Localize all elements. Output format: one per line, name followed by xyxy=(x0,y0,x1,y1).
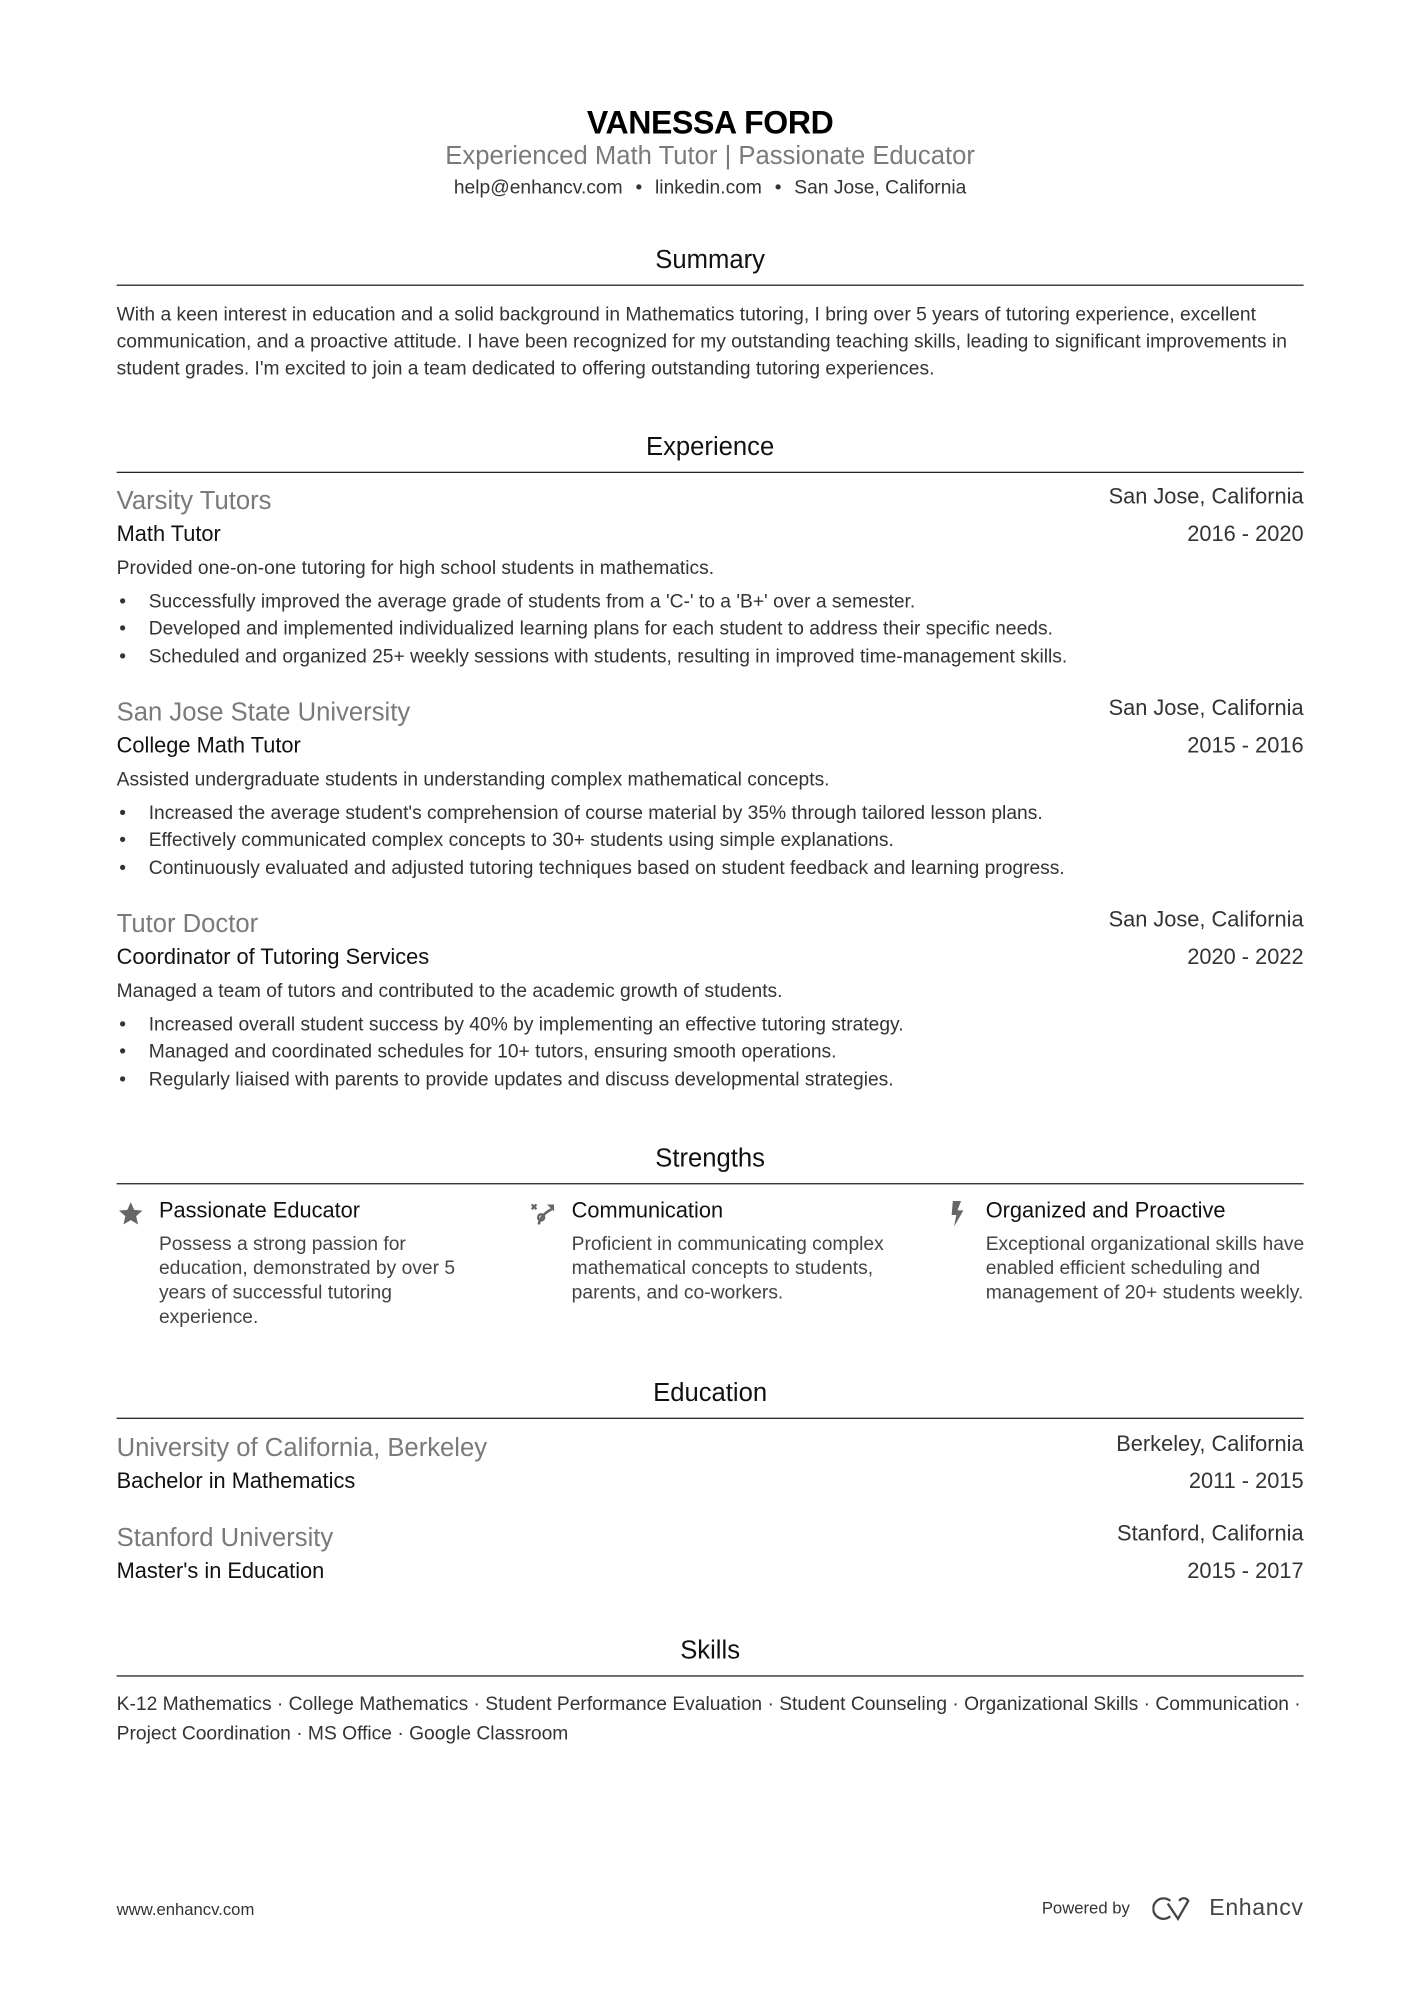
lightning-icon xyxy=(943,1200,971,1228)
summary-heading: Summary xyxy=(655,246,765,275)
job-location: San Jose, California xyxy=(1108,484,1304,509)
website-link[interactable]: www.enhancv.com xyxy=(116,1899,255,1919)
achievement-item: • Continuously evaluated and adjusted tutoring techniques based on student feedback and learning progress. xyxy=(117,854,1065,881)
achievement-item: • Managed and coordinated schedules for 10+ tutors, ensuring smooth operations. xyxy=(117,1039,904,1066)
education-heading: Education xyxy=(653,1379,768,1408)
strength-title: Communication xyxy=(571,1198,724,1223)
achievement-list xyxy=(117,1011,904,1093)
candidate-title: Experienced Math Tutor | Passionate Educator xyxy=(445,142,975,171)
job-title: Coordinator of Tutoring Services xyxy=(116,944,430,970)
job-location: San Jose, California xyxy=(1108,907,1304,932)
education-dates: 2015 - 2017 xyxy=(1187,1558,1304,1584)
achievement-item: • Successfully improved the average grade of students from a 'C-' to a 'B+' over a semester. xyxy=(117,588,1068,615)
experience-heading: Experience xyxy=(645,433,775,462)
strengths-heading: Strengths xyxy=(655,1144,765,1173)
strength-title: Passionate Educator xyxy=(158,1198,361,1223)
skills-list: K-12 Mathematics · College Mathematics · Student Performance Evaluation · Student Counseling · Organizational Skills · Communication · Project Coordination · MS Office · Google Classroom xyxy=(116,1693,1301,1745)
job-description: Managed a team of tutors and contributed to the academic growth of students. xyxy=(116,980,783,1003)
skills-heading: Skills xyxy=(680,1636,741,1666)
email-link[interactable]: help@enhancv.com xyxy=(453,176,623,199)
location: San Jose, California xyxy=(794,176,967,199)
education-dates: 2011 - 2015 xyxy=(1188,1468,1304,1494)
divider xyxy=(117,1183,1304,1184)
job-title: College Math Tutor xyxy=(116,733,301,758)
job-description: Assisted undergraduate students in understanding complex mathematical concepts. xyxy=(116,769,830,791)
job-dates: 2015 - 2016 xyxy=(1187,733,1304,758)
divider xyxy=(117,1418,1304,1419)
divider xyxy=(117,1675,1304,1676)
candidate-name: VANESSA FORD xyxy=(586,105,834,141)
enhancv-logo[interactable] xyxy=(1153,1895,1304,1922)
strategy-icon xyxy=(529,1200,557,1228)
company-name: Varsity Tutors xyxy=(116,487,272,516)
brand-name: Enhancv xyxy=(1209,1894,1304,1921)
linkedin-link[interactable]: linkedin.com xyxy=(655,176,762,199)
separator: • xyxy=(774,176,782,199)
star-icon xyxy=(117,1200,145,1228)
company-name: San Jose State University xyxy=(116,698,411,727)
achievement-item: • Scheduled and organized 25+ weekly sessions with students, resulting in improved time-management skills. xyxy=(117,643,1068,670)
achievement-item: • Increased the average student's comprehension of course material by 35% through tailored lesson plans. xyxy=(117,800,1065,827)
achievement-item: • Regularly liaised with parents to provide updates and discuss developmental strategies. xyxy=(117,1066,904,1093)
job-description: Provided one-on-one tutoring for high school students in mathematics. xyxy=(116,557,715,580)
school-name: Stanford University xyxy=(116,1524,334,1553)
divider xyxy=(117,472,1304,473)
powered-by-label: Powered by xyxy=(1041,1898,1130,1918)
job-dates: 2020 - 2022 xyxy=(1187,944,1304,970)
strength-description: Possess a strong passion for education, demonstrated by over 5 years of successful tutoring experience. xyxy=(158,1233,456,1328)
school-name: University of California, Berkeley xyxy=(116,1434,488,1463)
achievement-list xyxy=(117,800,1065,882)
school-location: Stanford, California xyxy=(1117,1521,1304,1546)
separator: • xyxy=(635,176,643,199)
achievement-item: • Effectively communicated complex concepts to 30+ students using simple explanations. xyxy=(117,827,1065,854)
achievement-item: • Increased overall student success by 40% by implementing an effective tutoring strategy. xyxy=(117,1011,904,1038)
achievement-list xyxy=(117,588,1068,670)
strength-description: Exceptional organizational skills have enabled efficient scheduling and management of 20+ students weekly. xyxy=(985,1233,1305,1304)
contact-info xyxy=(117,177,1304,199)
job-location: San Jose, California xyxy=(1108,696,1304,721)
degree: Bachelor in Mathematics xyxy=(116,1468,356,1494)
strength-description: Proficient in communicating complex mathematical concepts to students, parents, and co-workers. xyxy=(571,1233,884,1304)
school-location: Berkeley, California xyxy=(1116,1431,1304,1457)
powered-by xyxy=(1042,1895,1304,1922)
strength-title: Organized and Proactive xyxy=(985,1198,1226,1223)
enhancv-logo-icon xyxy=(1153,1895,1199,1921)
job-dates: 2016 - 2020 xyxy=(1187,521,1304,547)
divider xyxy=(117,285,1304,286)
achievement-item: • Developed and implemented individualized learning plans for each student to address their specific needs. xyxy=(117,616,1068,643)
degree: Master's in Education xyxy=(116,1558,325,1584)
job-title: Math Tutor xyxy=(116,521,221,547)
summary-text: With a keen interest in education and a solid background in Mathematics tutoring, I bring over 5 years of tutoring experience, excellent communication, and a proactive attitude. I have been recognized for my outstanding teaching skills, leading to significant improvements in student grades. I'm excited to join a team dedicated to offering outstanding tutoring experiences. xyxy=(116,303,1287,380)
company-name: Tutor Doctor xyxy=(116,910,259,939)
